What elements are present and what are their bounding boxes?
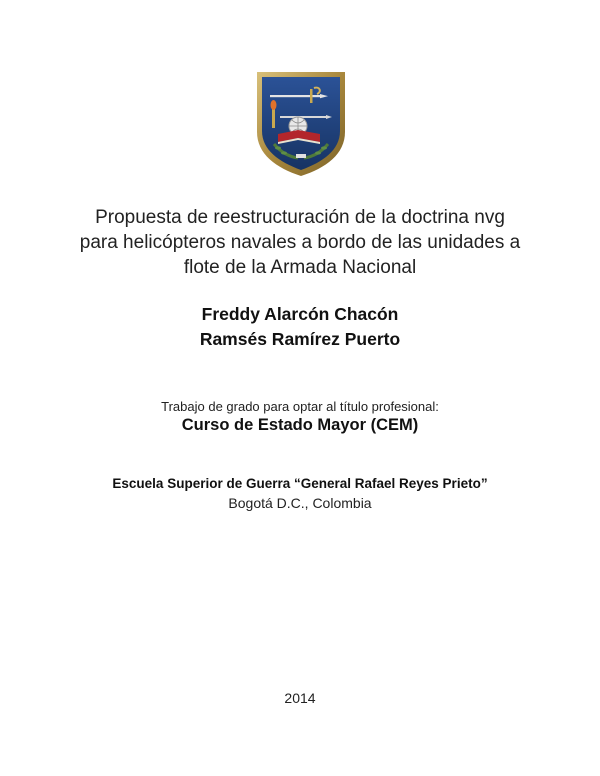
degree-name: Curso de Estado Mayor (CEM) [181,416,419,434]
institution-name: Escuela Superior de Guerra “General Rafael Reyes Prieto” [112,476,488,491]
title-line-2: para helicópteros navales a bordo de las unidades a [79,232,521,253]
degree-intro-text: Trabajo de grado para optar al título profesional: [161,399,439,414]
publication-year: 2014 [284,690,316,706]
author-list [0,302,600,352]
title-line-3: flote de la Armada Nacional [183,257,417,278]
author-name: Freddy Alarcón Chacón [201,304,399,324]
title-line-1: Propuesta de reestructuración de la doctrina nvg [95,207,505,228]
author-name: Ramsés Ramírez Puerto [199,329,401,349]
institution-location: Bogotá D.C., Colombia [228,495,372,511]
military-school-crest-icon [254,70,348,178]
document-title [0,205,600,280]
